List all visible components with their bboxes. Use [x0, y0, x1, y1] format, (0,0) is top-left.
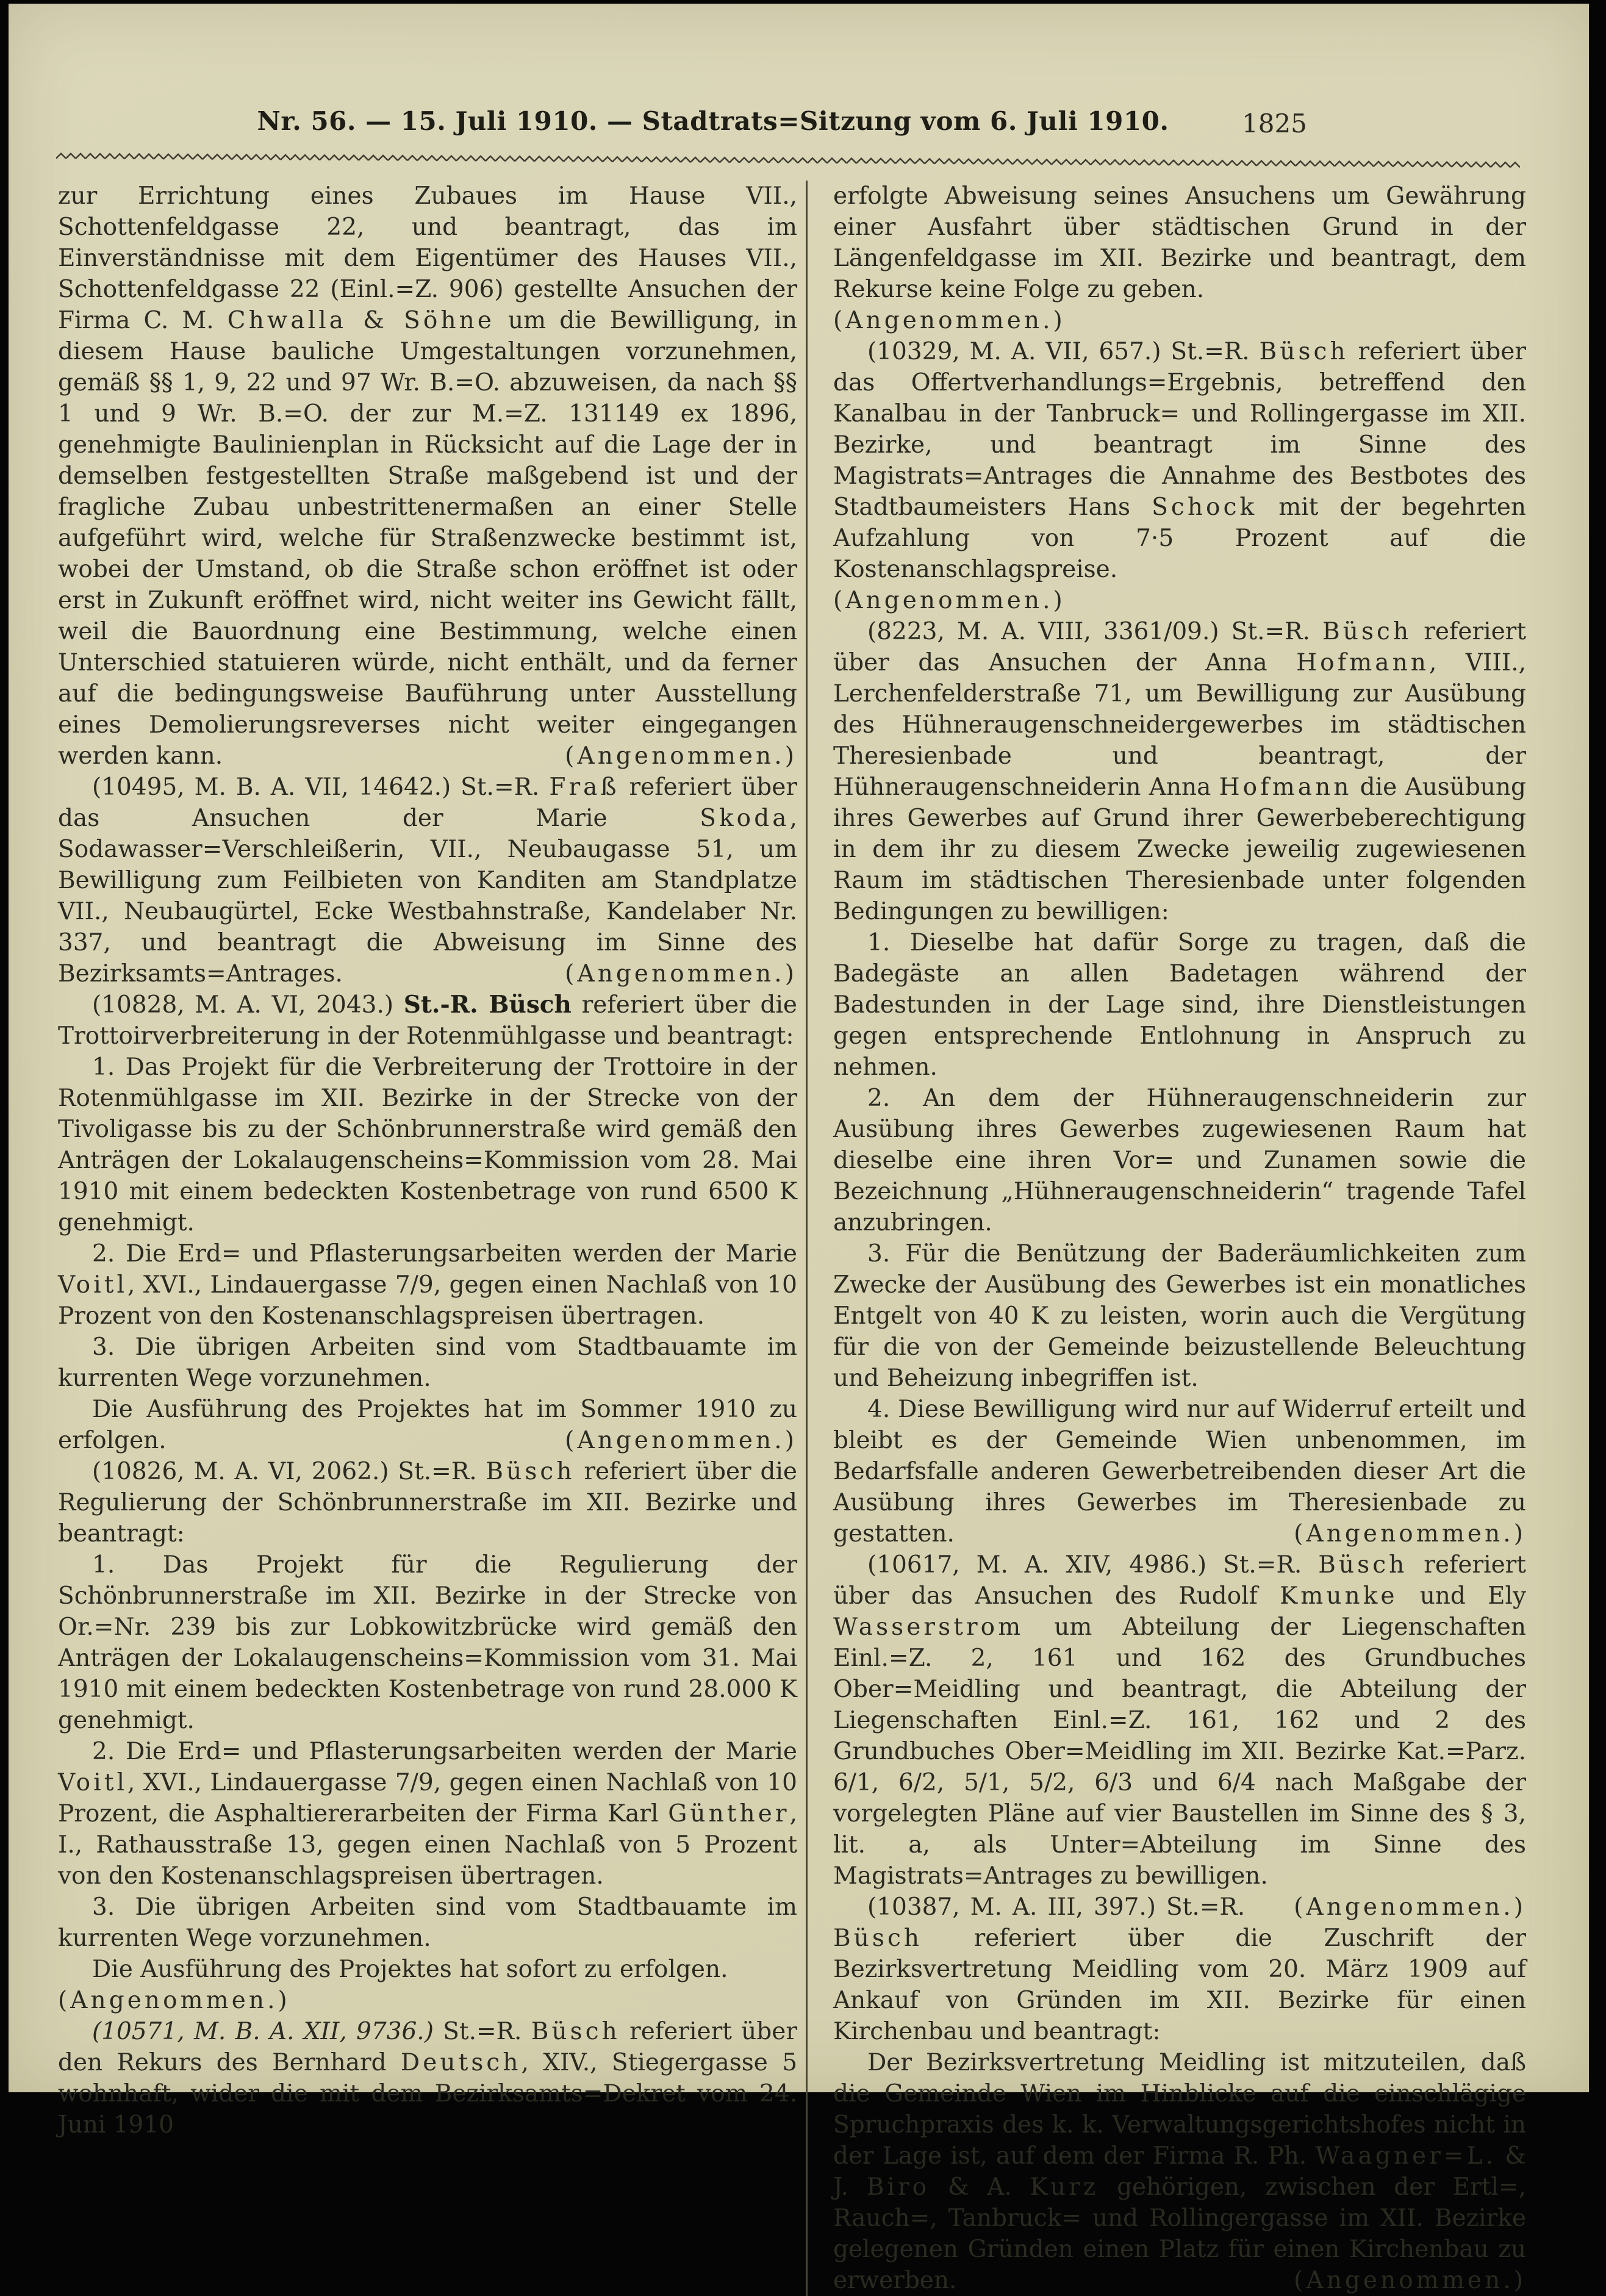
text-run: Voitl [58, 1271, 128, 1299]
text-run: referiert über die Zuschrift der Bezirksvertretung Meidling vom 20. März 1909 auf Ankauf von Gründen im XII. Bezirke für einen Kirchenbau und beantragt: [833, 1925, 1526, 2045]
text-run: Biro [866, 2173, 930, 2201]
resolution-note: (Angenommen.) [1294, 2267, 1526, 2294]
text-run: Waagner=L. [1315, 2142, 1497, 2170]
text-run: Hofmann [1219, 773, 1352, 801]
text-run: , Sodawasser=Verschleißerin, VII., Neubaugasse 51, um Bewilligung zum Feilbieten von Kanditen am Standplatze VII., Neubaugürtel, Ecke Westbahnstraße, Kandelaber Nr. 337, und beantragt die Abweisung im Sinne des Bezirksamts=Antrages. [58, 805, 797, 988]
paragraph [833, 1394, 1526, 1549]
text-run: Büsch [531, 2018, 620, 2045]
text-run: (Angenommen.) [58, 1987, 290, 2014]
text-run: , XIV., Stiegergasse 5 wohnhaft, wider die mit dem Bezirksamts=Dekret vom 24. Juni 1910 [58, 2049, 798, 2139]
text-run: Fraß [549, 773, 620, 801]
text-run: (10387, M. A. III, 397.) St.=R. [867, 1893, 1246, 1921]
text-run: , VIII., Lerchenfelderstraße 71, um Bewilligung zur Ausübung des Hühneraugenschneidergewerbes im städtischen Theresienbade und beantragt, der Hühneraugenschneiderin Anna [833, 649, 1526, 801]
text-run: 2. An dem der Hühneraugenschneiderin zur Ausübung ihres Gewerbes zugewiesenen Raum hat dieselbe eine ihren Vor= und Zunamen sowie die Bezeichnung „Hühneraugenschneiderin“ tragende Tafel anzubringen. [833, 1085, 1526, 1236]
text-run: um Abteilung der Liegenschaften Einl.=Z. 2, 161 und 162 des Grundbuches Ober=Meidling und beantragt, die Abteilung der Liegenschaften Einl.=Z. 161, 162 und 2 des Grundbuches Ober=Meidling im XII. Bezirke Kat.=Parz. 6/1, 6/2, 5/1, 5/2, 6/3 und 6/4 nach Maßgabe der vorgelegten Pläne auf vier Baustellen im Sinne des § 3, lit. a, als Unter=Abteilung im Sinne des Magistrats=Antrages zu bewilligen. [833, 1613, 1526, 1890]
text-run: 4. Diese Bewilligung wird nur auf Widerruf erteilt und bleibt es der Gemeinde Wien unbenommen, im Bedarfsfalle anderen Gewerbetreibenden dieser Art die Ausübung ihres Gewerbes im Theresienbade zu gestatten. [833, 1396, 1526, 1548]
text-run: St.-R. Büsch [403, 991, 572, 1019]
text-run: & A. [930, 2173, 1030, 2201]
text-run: gehörigen, zwischen der Ertl=, Rauch=, Tanbruck= und Rollingergasse im XII. Bezirke gelegenen Gründen einen Platz für einen Kirchenbau zu erwerben. [833, 2173, 1527, 2294]
text-run: 1. Das Projekt für die Regulierung der Schönbrunnerstraße im XII. Bezirke in der Strecke von Or.=Nr. 239 bis zur Lobkowitzbrücke wird gemäß den Anträgen der Lokalaugenscheins=Kommission vom 31. Mai 1910 mit einem bedeckten Kostenbetrage von rund 28.000 K genehmigt. [58, 1551, 797, 1734]
text-run: um die Bewilligung, in diesem Hause bauliche Umgestaltungen vorzunehmen, gemäß §§ 1, 9, 22 und 97 Wr. B.=O. abzuweisen, da nach §§ 1 und 9 Wr. B.=O. der zur M.=Z. 131149 ex 1896, genehmigte Baulinienplan in Rücksicht auf die Lage der in demselben festgestellten Straße maßgebend ist und der fragliche Zubau unbestrittenermaßen an einer Stelle aufgeführt wird, welche für Straßenzwecke bestimmt ist, wobei der Umstand, ob die Straße schon eröffnet ist oder erst in Zukunft eröffnet wird, nicht weiter ins Gewicht fällt, weil die Bauordnung eine Bestimmung, welche einen Unterschied statuieren würde, nicht enthält, und da ferner auf die bedingungsweise Bauführung unter Ausstellung eines Demolierungsreverses nicht weiter eingegangen werden kann. [58, 307, 798, 770]
text-run: Deutsch [400, 2049, 522, 2076]
column-divider-rule [806, 181, 808, 2296]
resolution-note [833, 305, 1526, 336]
paragraph [58, 1456, 797, 1549]
paragraph [58, 1549, 797, 1736]
text-run: (Angenommen.) [833, 587, 1066, 614]
text-run: Skoda [700, 805, 790, 832]
paragraph [58, 1238, 797, 1332]
text-run: Die Ausführung des Projektes hat im Sommer 1910 zu erfolgen. [58, 1396, 797, 1454]
text-run: Kurz [1030, 2173, 1099, 2201]
text-run: Büsch [833, 1925, 923, 1952]
resolution-note: (Angenommen.) [565, 1427, 797, 1454]
resolution-note: (Angenommen.) [1294, 1520, 1526, 1548]
text-run: , XVI., Lindauergasse 7/9, gegen einen Nachlaß von 10 Prozent, die Asphaltiererarbeiten der Firma Karl [58, 1769, 797, 1828]
text-run: 1. Das Projekt für die Verbreiterung der Trottoire in der Rotenmühlgasse im XII. Bezirke in der Strecke von der Tivoligasse bis zu der Schönbrunnerstraße wird gemäß den Anträgen der Lokalaugenscheins=Kommission vom 28. Mai 1910 mit einem bedeckten Kostenbetrage von rund 6500 K genehmigt. [58, 1053, 797, 1236]
text-run: 3. Die übrigen Arbeiten sind vom Stadtbauamte im kurrenten Wege vorzunehmen. [58, 1333, 797, 1392]
text-run: referiert über den Rekurs des Bernhard [58, 2018, 797, 2076]
text-run: zur Errichtung eines Zubaues im Hause VII., Schottenfeldgasse 22, und beantragt, das im Einverständnisse mit dem Eigentümer des Hauses VII., Schottenfeldgasse 22 (Einl.=Z. 906) gestellte Ansuchen der Firma C. M. [58, 182, 797, 334]
page-number: 1825 [1242, 109, 1307, 138]
paragraph [58, 2016, 797, 2140]
paragraph [58, 989, 797, 1052]
text-run: Büsch [1322, 618, 1412, 645]
text-run: Der Bezirksvertretung Meidling ist mitzuteilen, daß die Gemeinde Wien im Hinblicke auf die einschlägige Spruchpraxis des k. k. Verwaltungsgerichtshofes nicht in der Lage ist, auf dem der Firma R. Ph. [833, 2049, 1526, 2170]
text-run: Schock [1152, 493, 1258, 521]
text-run: Kmunke [1280, 1582, 1398, 1610]
paragraph [58, 1892, 797, 1954]
column-left [58, 181, 797, 2296]
text-run: 3. Für die Benützung der Baderäumlichkeiten zum Zwecke der Ausübung des Gewerbes ist ein monatliches Entgelt von 40 K zu leisten, worin auch die Vergütung für die von der Gemeinde beizustellende Beleuchtung und Beheizung inbegriffen ist. [833, 1240, 1526, 1392]
paragraph [833, 1083, 1526, 1238]
wavy-divider-rule [56, 151, 1520, 171]
paragraph [58, 1394, 797, 1456]
resolution-note: (Angenommen.) [1294, 1893, 1526, 1921]
text-run: Büsch [1318, 1551, 1408, 1579]
text-run: die Ausübung ihres Gewerbes auf Grund ihrer Gewerbeberechtigung in dem ihr zu diesem Zwecke jeweilig zugewiesenen Raum im städtischen Theresienbade unter folgenden Bedingungen zu bewilligen: [833, 773, 1526, 925]
paragraph [58, 181, 797, 772]
text-run: mit der begehrten Aufzahlung von 7·5 Prozent auf die Kostenanschlagspreise. [833, 493, 1526, 583]
page-header-title: Nr. 56. — 15. Juli 1910. — Stadtrats=Sitzung vom 6. Juli 1910. [257, 106, 1169, 136]
text-run: (10495, M. B. A. VII, 14642.) St.=R. [92, 773, 550, 801]
text-run: erfolgte Abweisung seines Ansuchens um Gewährung einer Ausfahrt über städtischen Grund in der Längenfeldgasse im XII. Bezirke und beantragt, dem Rekurse keine Folge zu geben. [833, 182, 1526, 303]
text-run: und Ely [1397, 1582, 1526, 1610]
two-column-text-block [58, 181, 1526, 2296]
paragraph [833, 1238, 1526, 1394]
resolution-note: (Angenommen.) [565, 960, 797, 988]
text-run: Büsch [1259, 338, 1349, 365]
text-run: 3. Die übrigen Arbeiten sind vom Stadtbauamte im kurrenten Wege vorzunehmen. [58, 1893, 797, 1952]
text-run: , XVI., Lindauergasse 7/9, gegen einen Nachlaß von 10 Prozent von den Kostenanschlagspreisen übertragen. [58, 1271, 797, 1330]
text-run: (10826, M. A. VI, 2062.) St.=R. [92, 1458, 486, 1485]
resolution-note [833, 585, 1526, 616]
text-run: (8223, M. A. VIII, 3361/09.) St.=R. [867, 618, 1323, 645]
text-run: 1. Dieselbe hat dafür Sorge zu tragen, daß die Badegäste an allen Badetagen während der Badestunden in der Lage sind, ihre Dienstleistungen gegen entsprechende Entlohnung in Anspruch zu nehmen. [833, 929, 1526, 1081]
text-run: 2. Die Erd= und Pflasterungsarbeiten werden der Marie [92, 1738, 797, 1765]
paragraph [833, 336, 1526, 585]
paragraph [833, 181, 1526, 305]
text-run: (10617, M. A. XIV, 4986.) St.=R. [867, 1551, 1319, 1579]
text-run: Die Ausführung des Projektes hat sofort zu erfolgen. [92, 1956, 728, 1983]
paragraph [58, 1332, 797, 1394]
text-run: referiert über die Trottoirverbreiterung in der Rotenmühlgasse und beantragt: [58, 991, 798, 1050]
resolution-note [58, 1985, 797, 2016]
text-run: Wasserstrom [833, 1613, 1024, 1641]
text-run: (10571, M. B. A. XII, 9736.) [92, 2018, 434, 2045]
text-run: referiert über die Regulierung der Schönbrunnerstraße im XII. Bezirke und beantragt: [58, 1458, 797, 1548]
paragraph [833, 2047, 1526, 2296]
paragraph [58, 1954, 797, 1985]
text-run: Günther [668, 1800, 790, 1828]
text-run: referiert über das Offertverhandlungs=Ergebnis, betreffend den Kanalbau in der Tanbruck= und Rollingergasse im XII. Bezirke, und beantragt im Sinne des Magistrats=Antrages die Annahme des Bestbotes des Stadtbaumeisters Hans [833, 338, 1526, 521]
text-run: referiert über das Ansuchen der Marie [58, 773, 797, 832]
paragraph [58, 1052, 797, 1238]
column-right [833, 181, 1526, 2296]
text-run: referiert über das Ansuchen des Rudolf [833, 1551, 1526, 1610]
text-run: (10329, M. A. VII, 657.) St.=R. [867, 338, 1260, 365]
text-run: (Angenommen.) [833, 307, 1066, 334]
paragraph [833, 927, 1526, 1083]
paragraph [833, 616, 1526, 927]
paragraph [58, 772, 797, 989]
text-run: , I., Rathausstraße 13, gegen einen Nachlaß von 5 Prozent von den Kostenanschlagspreisen übertragen. [58, 1800, 797, 1890]
text-run: Chwalla & Söhne [227, 307, 495, 334]
text-run: referiert über das Ansuchen der Anna [833, 618, 1526, 676]
text-run: & J. [833, 2142, 1526, 2201]
resolution-note: (Angenommen.) [565, 742, 797, 770]
paragraph [58, 1736, 797, 1892]
text-run: St.=R. [433, 2018, 531, 2045]
text-run: 2. Die Erd= und Pflasterungsarbeiten werden der Marie [92, 1240, 797, 1268]
paper-sheet [9, 4, 1589, 2294]
text-run: Voitl [58, 1769, 128, 1796]
text-run: Hofmann [1296, 649, 1429, 676]
text-run: Büsch [486, 1458, 575, 1485]
text-run: (10828, M. A. VI, 2043.) [92, 991, 404, 1019]
